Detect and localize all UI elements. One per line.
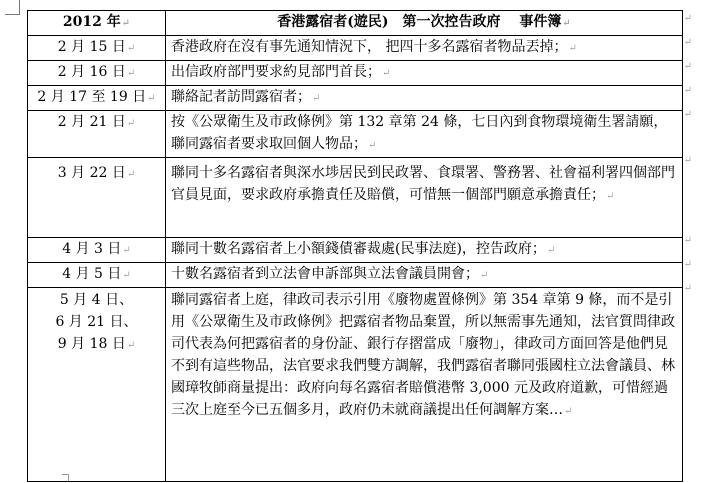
cell-end-mark: ↵: [122, 245, 131, 256]
cell-end-mark: ↵: [546, 245, 556, 256]
cell-end-mark: ↵: [382, 68, 391, 79]
cell-end-mark: ↵: [564, 406, 573, 417]
row-description: [166, 158, 683, 238]
row-description: [166, 61, 683, 86]
cell-end-mark: ↵: [562, 18, 571, 29]
row-date: [28, 238, 166, 263]
row-description: [166, 288, 683, 482]
row-end-mark: ↵: [683, 85, 692, 96]
row-date-text: 4 月 5 日: [62, 266, 122, 282]
row-date-text: 2 月 21 日: [57, 114, 126, 130]
cell-end-mark: ↵: [368, 140, 377, 151]
row-description-text: 聯同露宿者上庭，律政司表示引用《廢物處置條例》第 354 章第 9 條，而不是引用《公眾衛生及市政條例》把露宿者物品棄置，所以無需事先通知，法官質問律政司代表為何把露宿者的身份証、銀行存摺當成「廢物」，律政司方面回答是他們見不到有這些物品，法官要求我們雙方調解，我們露宿者聯同張國柱立法會議員、林國璋牧師商量提出：政府向每名露宿者賠償港幣 3,000 元及政府道歉，可惜經過三次上庭至今已五個多月，政府仍未就商議提出任何調解方案…: [171, 292, 675, 418]
row-end-mark: ↵: [683, 155, 692, 166]
row-date-text: 3 月 22 日: [57, 165, 126, 181]
title-header: [166, 11, 683, 36]
title-header-text: 香港露宿者(遊民) 第一次控告政府 事件簿: [277, 14, 562, 30]
table-row: [28, 111, 683, 158]
row-description-text: 聯同十多名露宿者與深水埗居民到民政署、食環署、警務署、社會福利署四個部門官員見面，要求政府承擔責任及賠償，可惜無一個部門願意承擔責任；: [171, 165, 675, 203]
cell-end-mark: ↵: [126, 68, 136, 79]
row-description: [166, 36, 683, 61]
row-description-text: 聯絡記者訪問露宿者；: [171, 89, 311, 105]
row-description: [166, 238, 683, 263]
row-description: [166, 111, 683, 158]
row-description: [166, 86, 683, 111]
cell-end-mark: ↵: [126, 43, 136, 54]
row-date: [28, 263, 166, 288]
event-table: [27, 10, 683, 482]
row-description-text: 按《公眾衛生及市政條例》第 132 章第 24 條，七日內到食物環境衛生署請願，聯同露宿者要求取回個人物品；: [171, 114, 668, 152]
row-end-mark: ↵: [683, 259, 692, 270]
cell-end-mark: ↵: [480, 270, 489, 281]
row-date: [28, 61, 166, 86]
page-corner-mark: [5, 0, 20, 15]
cell-end-mark: ↵: [126, 340, 136, 351]
row-end-mark: ↵: [683, 61, 692, 72]
cell-end-mark: ↵: [126, 118, 136, 129]
cell-end-mark: ↵: [568, 43, 577, 54]
row-description-text: 香港政府在沒有事先通知情況下， 把四十多名露宿者物品丟掉；: [171, 39, 568, 55]
year-header: [28, 11, 166, 36]
row-date: [28, 111, 166, 158]
row-date: [28, 86, 166, 111]
table-row: [28, 263, 683, 288]
cell-end-mark: ↵: [312, 93, 321, 104]
row-description: [166, 263, 683, 288]
table-row: [28, 238, 683, 263]
table-row: [28, 61, 683, 86]
row-description-text: 十數名露宿者到立法會申訴部與立法會議員開會；: [171, 266, 479, 282]
row-end-mark: ↵: [683, 109, 692, 120]
table-row: [28, 36, 683, 61]
row-date-text: 4 月 3 日: [62, 241, 122, 257]
row-date-text: 2 月 16 日: [57, 64, 126, 80]
row-description-text: 出信政府部門要求約見部門首長；: [171, 64, 381, 80]
row-end-mark: ↵: [683, 37, 692, 48]
cell-end-mark: ↵: [126, 169, 136, 180]
row-description-text: 聯同十數名露宿者上小額錢債審裁處(民事法庭)，控告政府；: [171, 241, 546, 257]
table-row: [28, 86, 683, 111]
row-date-text: 5 月 4 日、 6 月 21 日、 9 月 18 日: [55, 292, 138, 352]
row-end-mark: ↵: [683, 283, 692, 294]
page-corner-mark: [62, 474, 69, 481]
table-row: [28, 288, 683, 482]
row-end-mark: ↵: [683, 235, 692, 246]
row-date-text: 2 月 15 日: [57, 39, 126, 55]
cell-end-mark: ↵: [121, 18, 131, 29]
row-end-mark: ↵: [683, 13, 692, 24]
cell-end-mark: ↵: [122, 270, 131, 281]
row-date: [28, 288, 166, 482]
cell-end-mark: ↵: [606, 191, 615, 202]
row-date: [28, 158, 166, 238]
table-row: [28, 158, 683, 238]
year-header-text: 2012 年: [62, 14, 121, 30]
table-header-row: [28, 11, 683, 36]
row-date: [28, 36, 166, 61]
row-date-text: 2 月 17 至 19 日: [37, 89, 147, 105]
cell-end-mark: ↵: [147, 93, 156, 104]
